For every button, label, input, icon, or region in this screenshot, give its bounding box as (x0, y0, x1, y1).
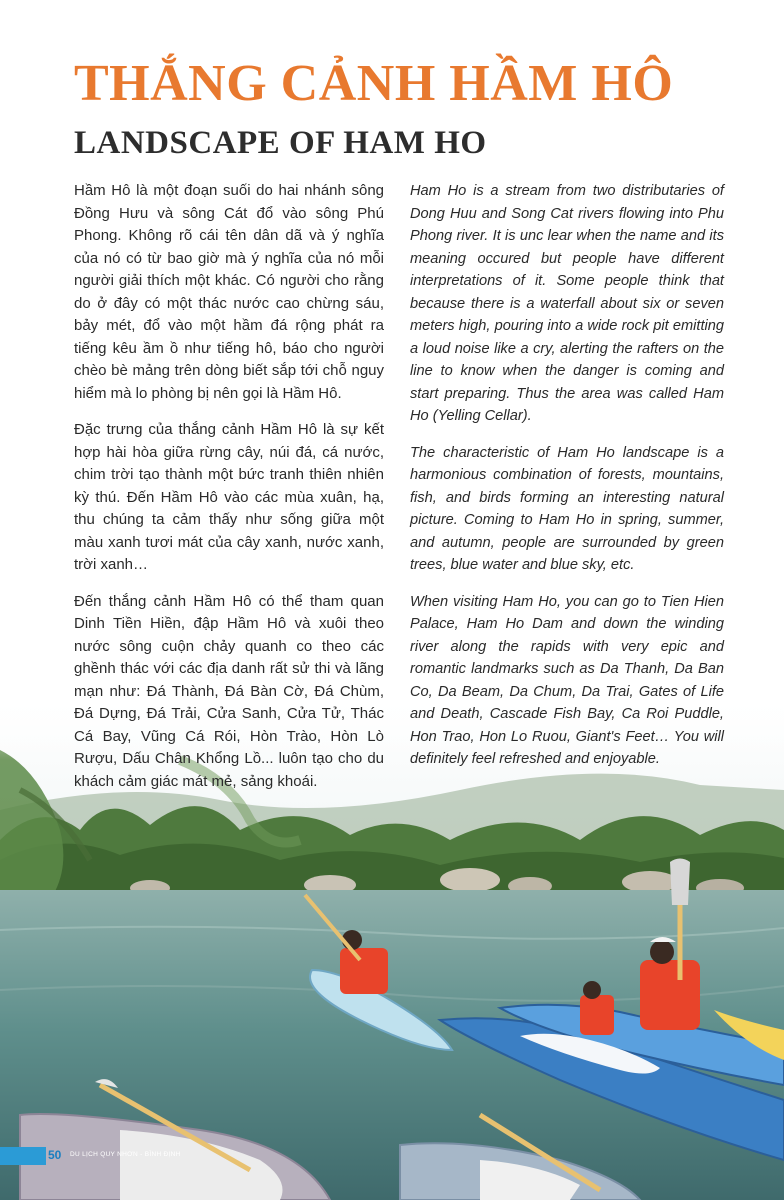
page-number: 50 (48, 1148, 62, 1162)
page-title: THẮNG CẢNH HẦM HÔ (74, 55, 674, 112)
vi-paragraph-1: Hầm Hô là một đoạn suối do hai nhánh sông Đồng Hưu và sông Cát đổ vào sông Phú Phong. Không rõ cái tên dân dã và ý nghĩa của nó có từ bao giờ mà ý nghĩa của nó mỗi người giải thích một khác. Có người cho rằng do ở đây có một thác nước cao chừng sáu, bảy mét, đổ vào một hầm đá rộng phát ra tiếng kêu ầm ồ như tiếng hô, báo cho người chèo bè mảng trên dòng biết sắp tới chỗ nguy hiểm mà lo phòng bị nên gọi là Hầm Hô. (74, 182, 384, 402)
vietnamese-column (74, 180, 384, 807)
footer-accent-bar (0, 1147, 46, 1165)
english-column (410, 180, 724, 785)
publication-name: DU LỊCH QUY NHƠN - BÌNH ĐỊNH (70, 1151, 181, 1158)
en-paragraph-1: Ham Ho is a stream from two distributaries of Dong Huu and Song Cat rivers flowing into Phu Phong river. It is unc lear when the name and its meaning occured but people have different interpretations of it. Some people think that because there is a waterfall about six or seven meters high, pouring into a wide rock pit emitting a loud noise like a cry, alerting the rafters on the line to know when the danger is coming and start preparing. Thus the area was called Ham Ho (Yelling Cellar). (410, 183, 724, 424)
vi-paragraph-3: Đến thắng cảnh Hầm Hô có thể tham quan Dinh Tiền Hiền, đập Hầm Hô và xuôi theo nước sông cuộn chảy quanh co theo các ghềnh thác với các địa danh rất sử thi và lãng mạn như: Đá Thành, Đá Bàn Cờ, Đá Chùm, Đá Dựng, Đá Trải, Cửa Sanh, Cửa Tử, Thác Cá Bay, Vũng Cá Rói, Hòn Trào, Hòn Lò Rượu, Dấu Chân Khổng Lồ... luôn tạo cho du khách cảm giác mát mẻ, sảng khoái. (74, 592, 384, 790)
page-subtitle: LANDSCAPE OF HAM HO (74, 125, 487, 161)
en-paragraph-2: The characteristic of Ham Ho landscape is a harmonious combination of forests, mountains, fish, and birds forming an interesting natural picture. Coming to Ham Ho in spring, summer, and autumn, people are surrounded by green trees, blue water and blue sky, etc. (410, 444, 724, 573)
en-paragraph-3: When visiting Ham Ho, you can go to Tien Hien Palace, Ham Ho Dam and down the winding river along the rapids with very epic and romantic landmarks such as Da Thanh, Da Ban Co, Da Beam, Da Chum, Da Trai, Gates of Life and Death, Cascade Fish Bay, Ca Roi Puddle, Hon Trao, Hon Lo Ruou, Giant's Feet… You will definitely feel refreshed and enjoyable. (410, 593, 724, 767)
vi-paragraph-2: Đặc trưng của thắng cảnh Hầm Hô là sự kết hợp hài hòa giữa rừng cây, núi đá, cá nước, chim trời tạo thành một bức tranh thiên nhiên kỳ thú. Đến Hầm Hô vào các mùa xuân, hạ, thu chúng ta cảm thấy như sống giữa một màu xanh tươi mát của cây xanh, nước xanh, trời xanh… (74, 421, 384, 573)
